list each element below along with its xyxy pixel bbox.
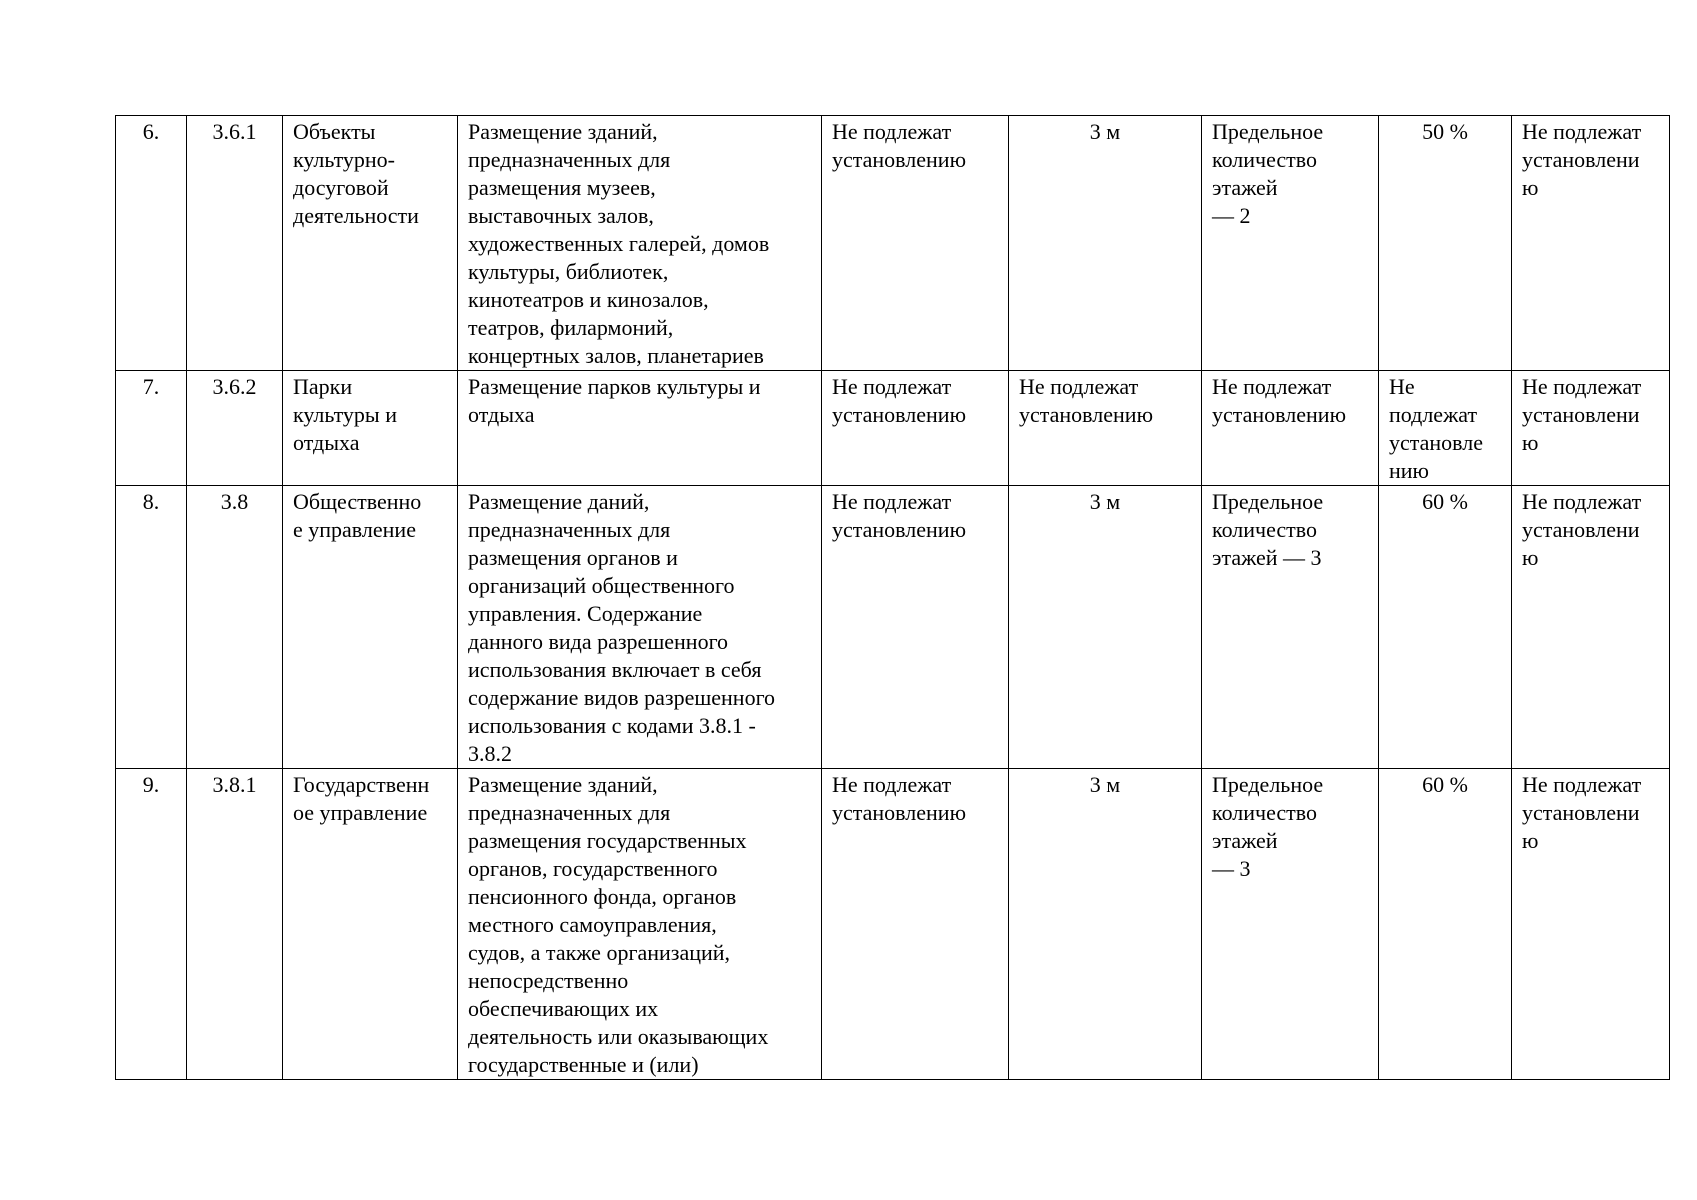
restriction-cell: Не подлежат установлени ю [1512, 769, 1670, 1080]
parameter-cell: Не подлежат установлению [822, 371, 1009, 486]
row-number-cell: 9. [116, 769, 187, 1080]
floors-cell: Предельное количество этажей — 3 [1202, 769, 1379, 1080]
setback-cell: 3 м [1009, 486, 1202, 769]
parameter-cell: Не подлежат установлению [822, 116, 1009, 371]
use-code-cell: 3.6.2 [187, 371, 283, 486]
restriction-cell: Не подлежат установлени ю [1512, 486, 1670, 769]
use-description-cell: Размещение парков культуры и отдыха [458, 371, 822, 486]
table-row [116, 116, 1670, 371]
floors-cell: Предельное количество этажей — 2 [1202, 116, 1379, 371]
table-row [116, 486, 1670, 769]
table-row [116, 769, 1670, 1080]
floors-cell: Не подлежат установлению [1202, 371, 1379, 486]
use-code-cell: 3.6.1 [187, 116, 283, 371]
row-number-cell: 7. [116, 371, 187, 486]
use-description-cell: Размещение зданий, предназначенных для размещения музеев, выставочных залов, художественных галерей, домов культуры, библиотек, кинотеатров и кинозалов, театров, филармоний, концертных залов, планетариев [458, 116, 822, 371]
use-code-cell: 3.8.1 [187, 769, 283, 1080]
use-code-cell: 3.8 [187, 486, 283, 769]
use-name-cell: Государственн ое управление [283, 769, 458, 1080]
floors-cell: Предельное количество этажей — 3 [1202, 486, 1379, 769]
use-name-cell: Общественно е управление [283, 486, 458, 769]
coverage-cell: 60 % [1379, 769, 1512, 1080]
setback-cell: Не подлежат установлению [1009, 371, 1202, 486]
use-name-cell: Парки культуры и отдыха [283, 371, 458, 486]
coverage-cell: 50 % [1379, 116, 1512, 371]
row-number-cell: 6. [116, 116, 187, 371]
parameter-cell: Не подлежат установлению [822, 769, 1009, 1080]
use-description-cell: Размещение даний, предназначенных для размещения органов и организаций общественного управления. Содержание данного вида разрешенного использования включает в себя содержание видов разрешенного использования с кодами 3.8.1 - 3.8.2 [458, 486, 822, 769]
use-name-cell: Объекты культурно- досуговой деятельности [283, 116, 458, 371]
use-description-cell: Размещение зданий, предназначенных для размещения государственных органов, государственного пенсионного фонда, органов местного самоуправления, судов, а также организаций, непосредственно обеспечивающих их деятельность или оказывающих государственные и (или) [458, 769, 822, 1080]
parameter-cell: Не подлежат установлению [822, 486, 1009, 769]
table-row [116, 371, 1670, 486]
setback-cell: 3 м [1009, 769, 1202, 1080]
land-use-table [115, 115, 1670, 1080]
coverage-cell: 60 % [1379, 486, 1512, 769]
restriction-cell: Не подлежат установлени ю [1512, 371, 1670, 486]
setback-cell: 3 м [1009, 116, 1202, 371]
coverage-cell: Не подлежат установле нию [1379, 371, 1512, 486]
restriction-cell: Не подлежат установлени ю [1512, 116, 1670, 371]
row-number-cell: 8. [116, 486, 187, 769]
